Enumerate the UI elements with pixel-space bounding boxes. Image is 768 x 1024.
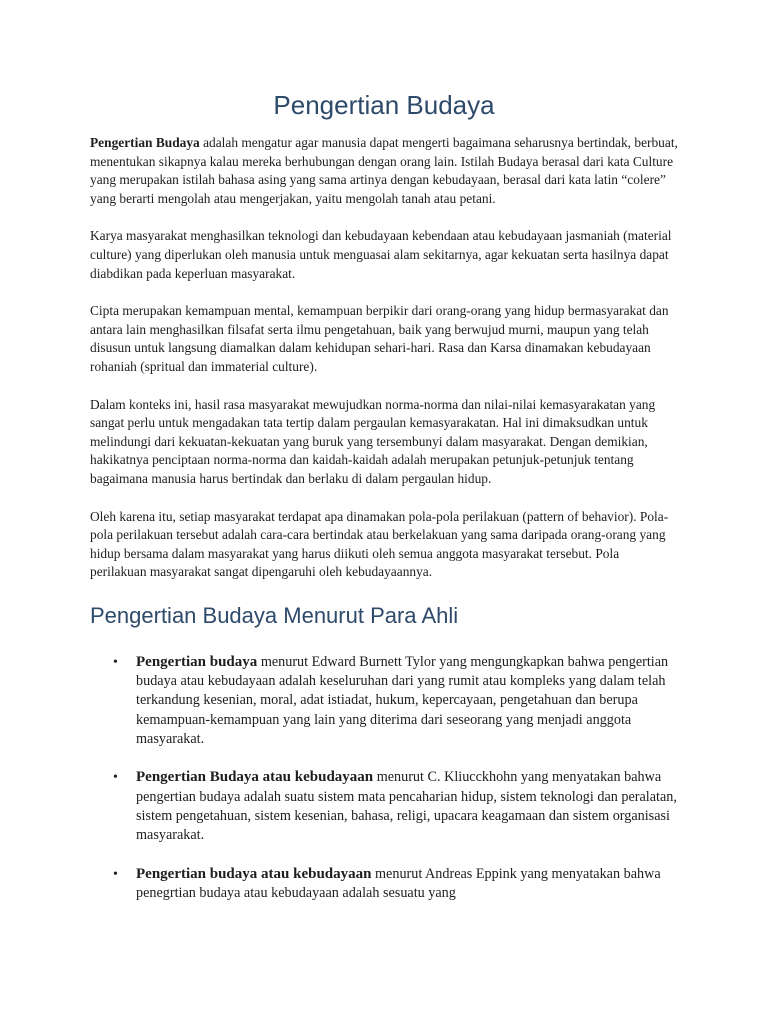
list-item: [90, 768, 678, 845]
paragraph-konteks: Dalam konteks ini, hasil rasa masyarakat mewujudkan norma-norma dan nilai-nilai kemasyarakatan yang sangat perlu untuk mengadakan tata tertip dalam pergaulan kemasyarakatan. Hal ini dimaksudkan untuk melindungi dari kekuatan-kekuatan yang buruk yang tersembunyi dalam masyarakat. Dengan demikian, hakikatnya penciptaan norma-norma dan kaidah-kaidah adalah merupakan petunjuk-petunjuk tentang bagaimana manusia harus bertindak dan berlaku di dalam pergaulan hidup.: [90, 396, 656, 486]
list-item-bold-term: Pengertian Budaya atau kebudayaan: [136, 769, 374, 786]
paragraph-pola: Oleh karena itu, setiap masyarakat terdapat apa dinamakan pola-pola perilakuan (pattern of behavior). Pola-pola perilakuan tersebut adalah cara-cara bertindak atau berkelakuan yang sama daripada orang-orang yang hidup bersama dalam masyarakat yang harus diikuti oleh semua anggota masyarakat tersebut. Pola perilakuan masyarakat sangat dipengaruhi oleh kebudayaannya.: [90, 508, 669, 580]
intro-bold-term: Pengertian Budaya: [90, 135, 200, 150]
list-item-bold-term: Pengertian budaya atau kebudayaan: [136, 865, 372, 882]
definitions-list: [90, 653, 678, 903]
list-item-text: menurut Edward Burnett Tylor yang mengungkapkan bahwa pengertian budaya atau kebudayaan adalah keseluruhan dari yang rumit atau kompleks yang dalam telah terkandung kesenian, moral, adat istiadat, hukum, kepercayaan, pengetahuan dan berupa kemampuan-kemampuan yang lain yang diterima dari seseorang yang menjadi anggota masyarakat.: [136, 653, 669, 748]
bullet-icon: •: [113, 866, 118, 882]
section-heading: Pengertian Budaya Menurut Para Ahli: [90, 602, 459, 628]
intro-text: adalah mengatur agar manusia dapat mengerti bagaimana seharusnya bertindak, berbuat, menentukan sikapnya kalau mereka berhubungan dengan orang lain. Istilah Budaya berasal dari kata Culture yang merupakan istilah bahasa asing yang sama artinya dengan kebudayaan, berasal dari kata latin “colere” yang berarti mengolah atau mengerjakan, yaitu mengolah tanah atau petani.: [90, 135, 678, 206]
bullet-icon: •: [113, 770, 118, 786]
bullet-icon: •: [113, 654, 118, 670]
list-item: [90, 865, 678, 904]
list-item-text: menurut C. Kliucckhohn yang menyatakan bahwa pengertian budaya adalah suatu sistem mata pencaharian hidup, sistem teknologi dan peralatan, sistem pengetahuan, sistem kesenian, bahasa, religi, upacara keagamaan dan sistem organisasi masyarakat.: [136, 769, 677, 844]
list-item-text: menurut Andreas Eppink yang menyatakan bahwa penegrtian budaya atau kebudayaan adalah sesuatu yang: [136, 865, 661, 901]
page-title: Pengertian Budaya: [273, 90, 495, 120]
paragraph-cipta: Cipta merupakan kemampuan mental, kemampuan berpikir dari orang-orang yang hidup bermasyarakat dan antara lain menghasilkan filsafat serta ilmu pengetahuan, baik yang berwujud murni, maupun yang telah disusun untuk langsung diamalkan dalam kehidupan sehari-hari. Rasa dan Karsa dinamakan kebudayaan rohaniah (spritual dan immaterial culture).: [90, 303, 669, 374]
list-item: [90, 653, 678, 749]
intro-paragraph: [90, 134, 678, 208]
paragraph-karya: Karya masyarakat menghasilkan teknologi dan kebudayaan kebendaan atau kebudayaan jasmaniah (material culture) yang diperlukan oleh manusia untuk menguasai alam sekitarnya, agar kekuatan serta hasilnya dapat diabdikan pada keperluan masyarakat.: [90, 228, 672, 281]
list-item-bold-term: Pengertian budaya: [136, 653, 258, 670]
